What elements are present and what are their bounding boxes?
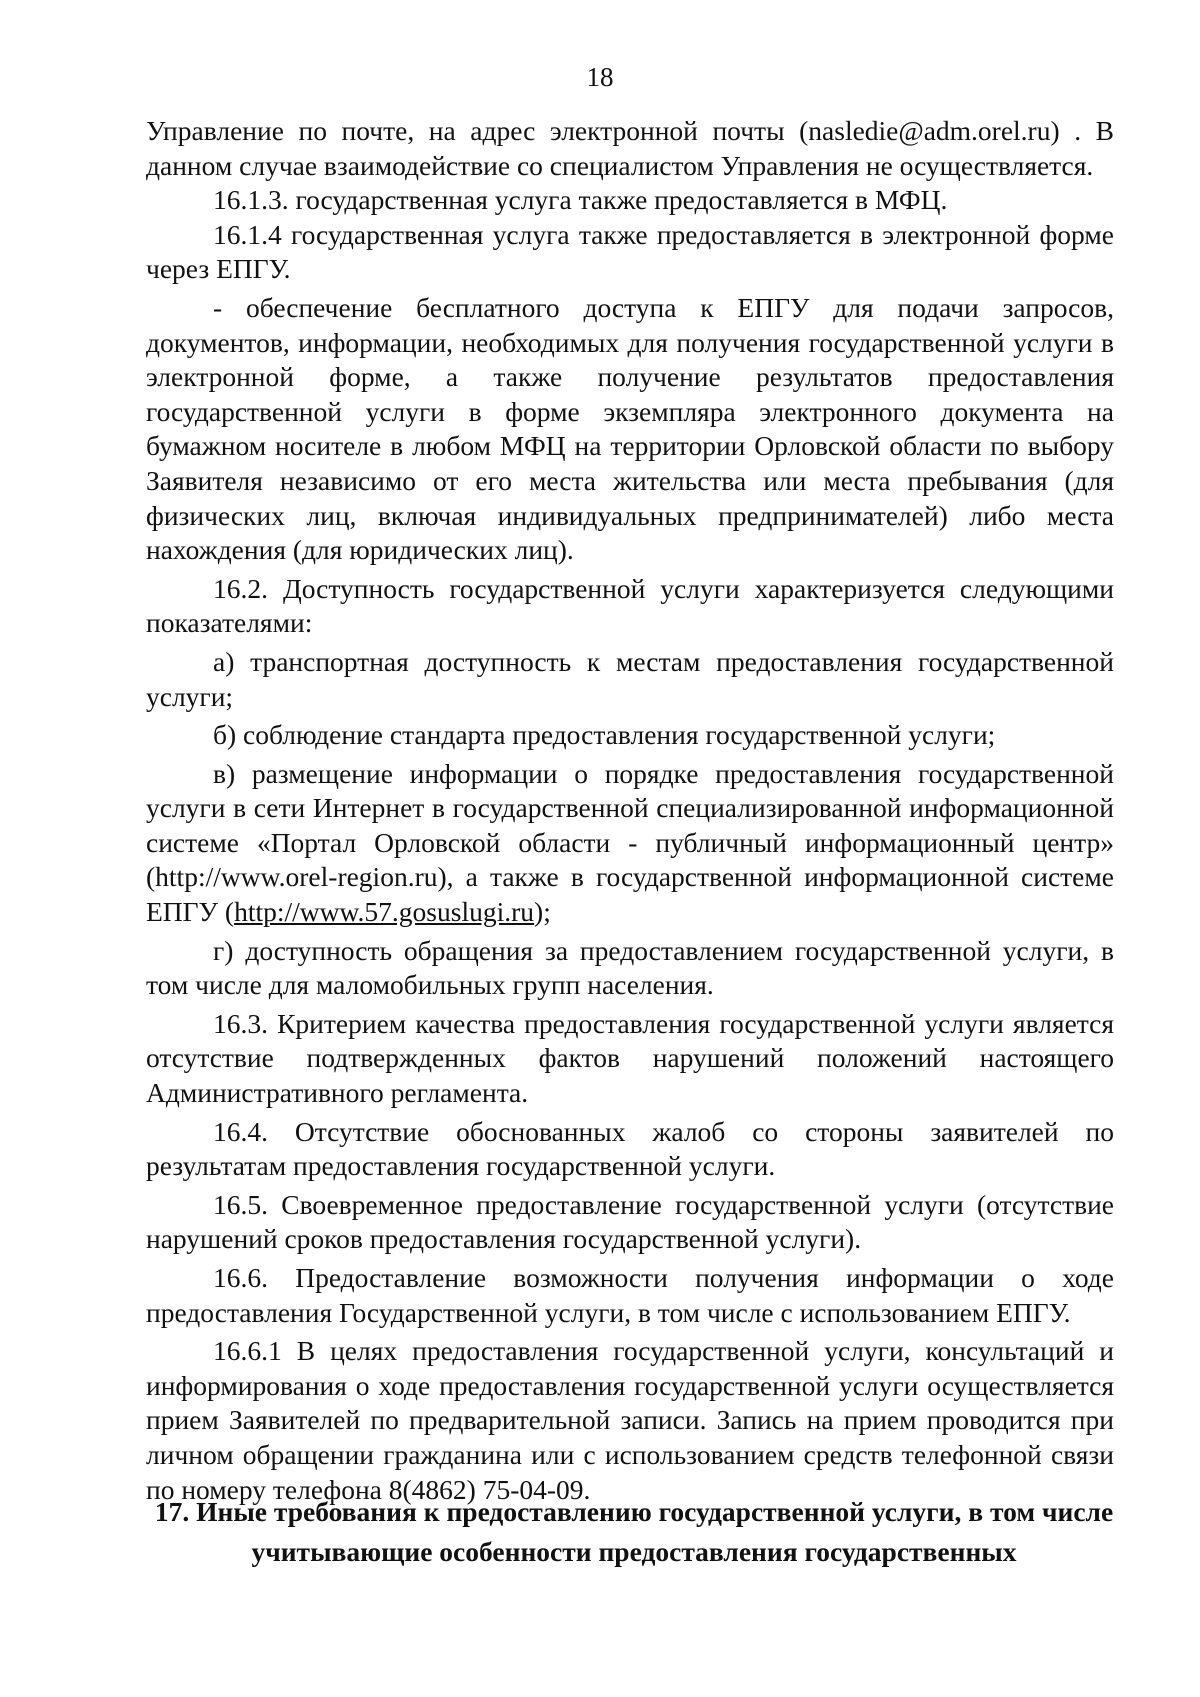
paragraph-continuation: Управление по почте, на адрес электронной почты (nasledie@adm.orel.ru) . В данном случае взаимодействие со специалистом Управления не осуществляется. bbox=[146, 115, 1114, 181]
paragraph-16-2: 16.2. Доступность государственной услуги характеризуется следующими показателями: bbox=[146, 572, 1114, 639]
document-body bbox=[146, 114, 1114, 1507]
paragraph-16-3: 16.3. Критерием качества предоставления государственной услуги является отсутствие подтвержденных фактов нарушений положений настоящего Административного регламента. bbox=[146, 1007, 1114, 1109]
paragraph-16-6-1: 16.6.1 В целях предоставления государственной услуги, консультаций и информирования о ходе предоставления государственной услуги осуществляется прием Заявителей по предварительной записи. Запись на прием проводится при личном обращении гражданина или с использованием средств телефонной связи по номеру телефона 8(4862) 75-04-09. bbox=[146, 1335, 1114, 1505]
gosuslugi-link[interactable]: http://www.57.gosuslugi.ru bbox=[234, 896, 535, 928]
paragraph-16-5: 16.5. Своевременное предоставление государственной услуги (отсутствие нарушений сроков предоставления государственной услуги). bbox=[146, 1188, 1114, 1255]
paragraph-16-6: 16.6. Предоставление возможности получения информации о ходе предоставления Государственной услуги, в том числе с использованием ЕПГУ. bbox=[146, 1262, 1114, 1328]
paragraph-16-1-3: 16.1.3. государственная услуга также предоставляется в МФЦ. bbox=[213, 184, 948, 216]
paragraph-item-b: б) соблюдение стандарта предоставления государственной услуги; bbox=[213, 719, 996, 751]
page-number: 18 bbox=[586, 62, 614, 92]
section-heading-17: 17. Иные требования к предоставлению государственной услуги, в том числе учитывающие особенности предоставления государственных bbox=[154, 1496, 1114, 1567]
paragraph-item-a: а) транспортная доступность к местам предоставления государственной услуги; bbox=[146, 645, 1114, 712]
item-v-text: в) размещение информации о порядке предоставления государственной услуги в сети Интернет в государственной специализированной информационной системе «Портал Орловской области - публичный информационный центр» (http://www.orel-region.ru), а также в государственной информационной системе ЕПГУ ( bbox=[146, 757, 1114, 928]
paragraph-16-1-4: 16.1.4 государственная услуга также предоставляется в электронной форме через ЕПГУ. bbox=[146, 218, 1114, 285]
paragraph-item-g: г) доступность обращения за предоставлением государственной услуги, в том числе для маломобильных групп населения. bbox=[146, 934, 1114, 1001]
paragraph-epgu-access: - обеспечение бесплатного доступа к ЕПГУ для подачи запросов, документов, информации, необходимых для получения государственной услуги в электронной форме, а также получение результатов предоставления государственной услуги в форме экземпляра электронного документа на бумажном носителе в любом МФЦ на территории Орловской области по выбору Заявителя независимо от его места жительства или места пребывания (для физических лиц, включая индивидуальных предпринимателей) либо места нахождения (для юридических лиц). bbox=[146, 291, 1114, 566]
item-v-text-end: ); bbox=[534, 896, 551, 928]
paragraph-16-4: 16.4. Отсутствие обоснованных жалоб со стороны заявителей по результатам предоставления государственной услуги. bbox=[146, 1115, 1114, 1182]
paragraph-item-v bbox=[146, 757, 1114, 930]
